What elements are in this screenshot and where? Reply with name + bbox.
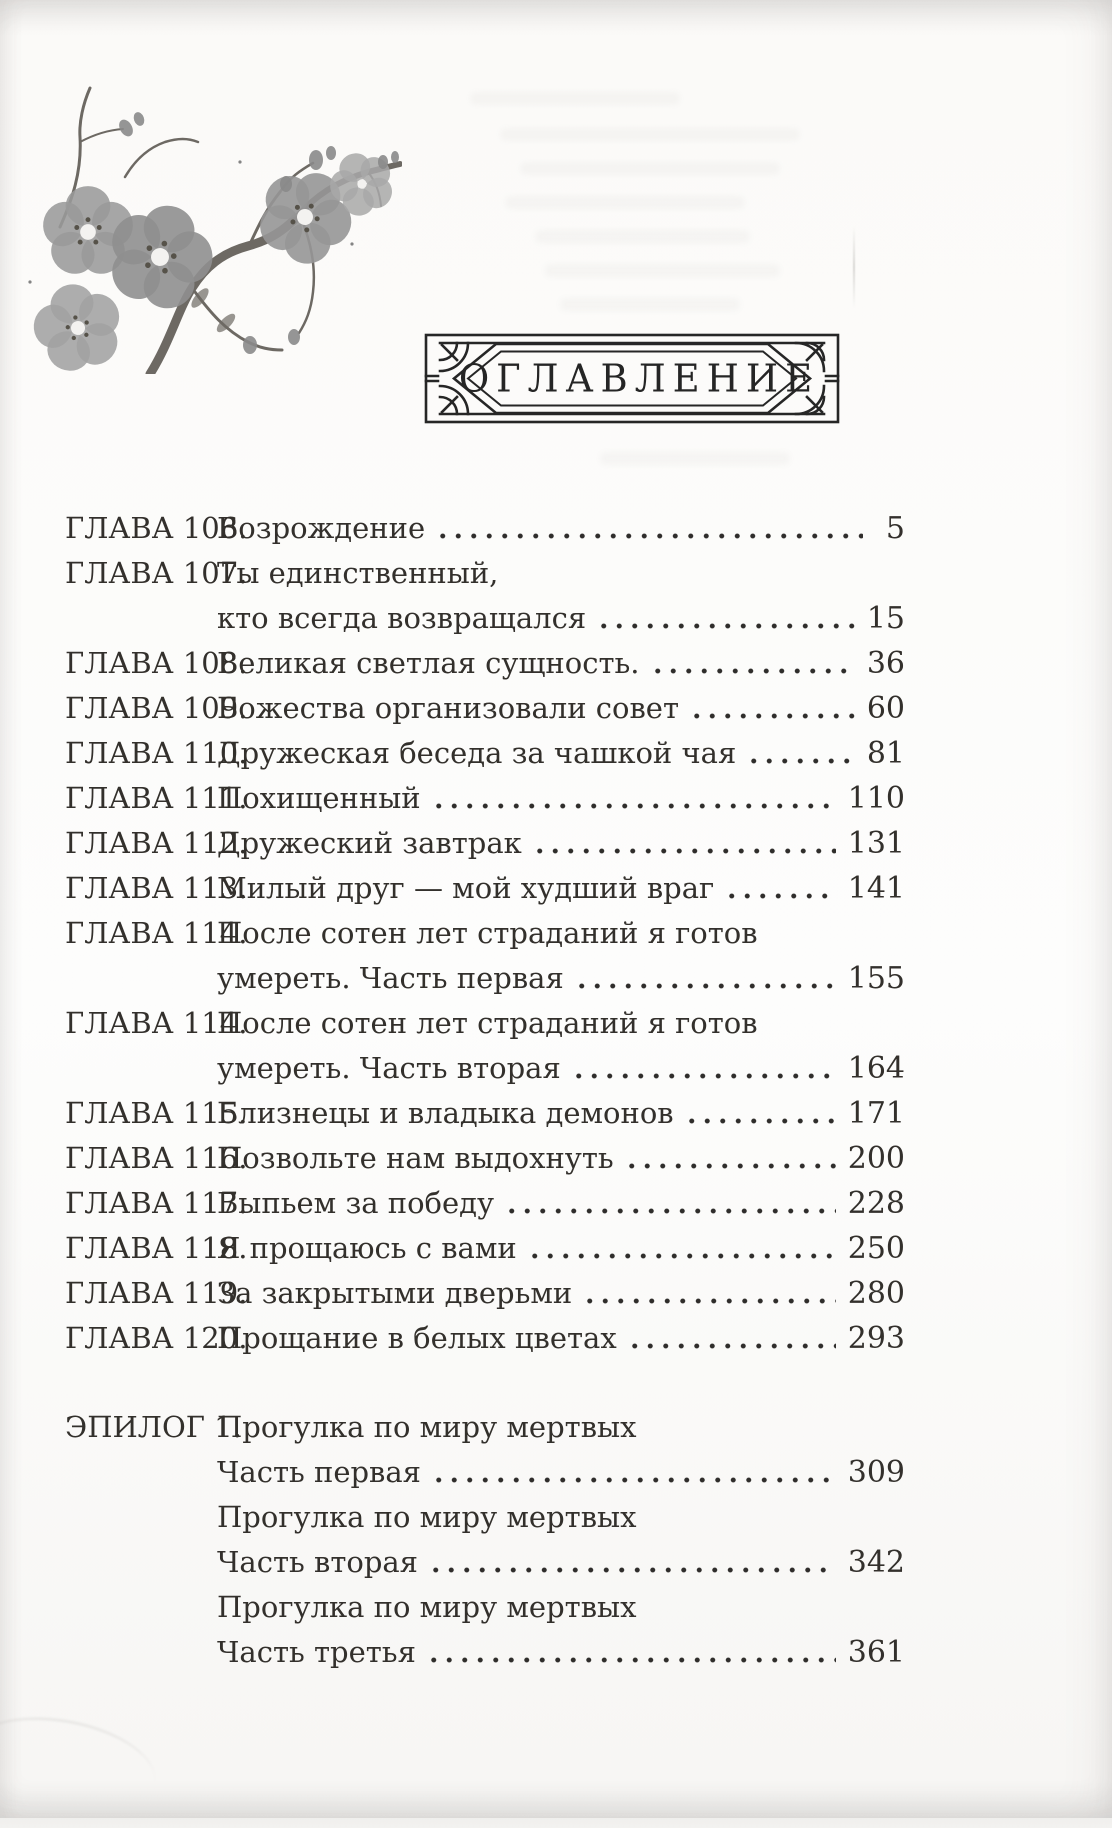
toc-entry xyxy=(65,1226,905,1271)
toc-entry-page: 228 xyxy=(847,1186,905,1221)
page-edge-flaw xyxy=(853,226,855,308)
toc-entry-prefix: ГЛАВА 106. xyxy=(65,511,248,545)
dot-leader xyxy=(684,1091,836,1136)
toc-entry-prefix: ГЛАВА 113. xyxy=(65,871,248,905)
toc-entry-title: Выпьем за победу xyxy=(217,1186,495,1220)
toc-entry-prefix: ГЛАВА 111. xyxy=(65,781,248,815)
dot-leader xyxy=(428,1540,836,1585)
toc-entry-title: Часть вторая xyxy=(217,1545,418,1579)
showthrough-mark xyxy=(505,196,745,209)
toc-entry-title: За закрытыми дверьми xyxy=(217,1276,573,1310)
toc-entry xyxy=(65,1046,905,1091)
toc-entry-prefix: ГЛАВА 108. xyxy=(65,646,248,680)
toc-entry xyxy=(65,1450,905,1495)
showthrough-mark xyxy=(545,264,780,277)
toc-entry-title: Ты единственный, xyxy=(217,556,499,590)
toc-entry-page: 15 xyxy=(866,601,905,636)
toc-entry xyxy=(65,776,905,821)
toc-entry-title: После сотен лет страданий я готов xyxy=(217,916,758,950)
dot-leader xyxy=(435,506,863,551)
toc-entry-title: Позвольте нам выдохнуть xyxy=(217,1141,614,1175)
showthrough-mark xyxy=(470,92,680,105)
toc-entry xyxy=(65,1585,905,1630)
dot-leader xyxy=(624,1136,836,1181)
toc-entry-title: Прогулка по миру мертвых xyxy=(217,1590,637,1624)
toc-entry xyxy=(65,641,905,686)
toc-entry-page: 5 xyxy=(885,511,905,546)
toc-entry-title: Близнецы и владыка демонов xyxy=(217,1096,674,1130)
dot-leader xyxy=(596,596,855,641)
toc-entry-title: Прогулка по миру мертвых xyxy=(217,1410,637,1444)
page-crease xyxy=(0,1704,163,1828)
toc-entry xyxy=(65,1091,905,1136)
toc-entry-page: 36 xyxy=(866,646,905,681)
toc-entry-prefix: ГЛАВА 119. xyxy=(65,1276,248,1310)
toc-entry-prefix: ГЛАВА 107. xyxy=(65,556,248,590)
toc-entry-title: Я прощаюсь с вами xyxy=(217,1231,517,1265)
toc-entry-page: 293 xyxy=(847,1321,905,1356)
toc-entry xyxy=(65,911,905,956)
dot-leader xyxy=(746,731,855,776)
toc-entry xyxy=(65,1316,905,1361)
toc-entry-prefix: ГЛАВА 110. xyxy=(65,736,248,770)
toc-entry-title: Милый друг — мой худший враг xyxy=(217,871,715,905)
toc-entry-title: После сотен лет страданий я готов xyxy=(217,1006,758,1040)
toc-entry-title: умереть. Часть первая xyxy=(217,961,564,995)
toc-entry-title: Дружеская беседа за чашкой чая xyxy=(217,736,737,770)
toc-entry-page: 60 xyxy=(866,691,905,726)
toc-entry-prefix: ГЛАВА 117. xyxy=(65,1186,248,1220)
dot-leader xyxy=(582,1271,835,1316)
toc-entry-title: Прогулка по миру мертвых xyxy=(217,1500,637,1534)
toc-entry-title: Прощание в белых цветах xyxy=(217,1321,617,1355)
toc-entry-page: 131 xyxy=(847,826,905,861)
toc-entry xyxy=(65,731,905,776)
toc-entry-page: 280 xyxy=(847,1276,905,1311)
toc-entry xyxy=(65,1001,905,1046)
toc-entry-title: Часть первая xyxy=(217,1455,421,1489)
toc-entry-page: 250 xyxy=(847,1231,905,1266)
toc-entry-title: Возрождение xyxy=(217,511,426,545)
toc-entry-title: умереть. Часть вторая xyxy=(217,1051,561,1085)
dot-leader xyxy=(504,1181,836,1226)
toc-entry-prefix: ГЛАВА 118. xyxy=(65,1231,248,1265)
toc-entry-prefix: ГЛАВА 114. xyxy=(65,916,248,950)
toc-entry-title: Великая светлая сущность. xyxy=(217,646,640,680)
dot-leader xyxy=(426,1630,836,1675)
toc-entry-page: 155 xyxy=(847,961,905,996)
toc-entry-title: Божества организовали совет xyxy=(217,691,679,725)
showthrough-mark xyxy=(535,230,750,243)
toc-entry xyxy=(65,596,905,641)
blossom-illustration xyxy=(0,42,402,374)
dot-leader xyxy=(571,1046,836,1091)
toc-entry-page: 141 xyxy=(847,871,905,906)
dot-leader xyxy=(627,1316,836,1361)
toc-entry xyxy=(65,821,905,866)
toc-entry xyxy=(65,686,905,731)
toc-entry xyxy=(65,866,905,911)
toc-entry-page: 342 xyxy=(847,1545,905,1580)
dot-leader xyxy=(431,776,836,821)
dot-leader xyxy=(650,641,855,686)
toc-entry xyxy=(65,1136,905,1181)
toc-entry xyxy=(65,956,905,1001)
toc-entry-prefix: ГЛАВА 120. xyxy=(65,1321,248,1355)
toc-entry-prefix: ГЛАВА 116. xyxy=(65,1141,248,1175)
toc-entry-page: 171 xyxy=(847,1096,905,1131)
toc-entry-title: Часть третья xyxy=(217,1635,416,1669)
toc-entry xyxy=(65,1181,905,1226)
toc-entry-title: кто всегда возвращался xyxy=(217,601,587,635)
toc-entry-page: 81 xyxy=(866,736,905,771)
toc-entry-title: Похищенный xyxy=(217,781,421,815)
showthrough-mark xyxy=(560,298,740,311)
toc-entry-page: 164 xyxy=(847,1051,905,1086)
showthrough-mark xyxy=(500,128,800,141)
toc-entry-page: 110 xyxy=(847,781,905,816)
toc-entry-page: 361 xyxy=(847,1635,905,1670)
dot-leader xyxy=(532,821,836,866)
toc-list xyxy=(65,506,905,1675)
toc-entry-prefix: ГЛАВА 114. xyxy=(65,1006,248,1040)
toc-entry-page: 309 xyxy=(847,1455,905,1490)
dot-leader xyxy=(431,1450,836,1495)
toc-entry-title: Дружеский завтрак xyxy=(217,826,522,860)
toc-entry-page: 200 xyxy=(847,1141,905,1176)
dot-leader xyxy=(574,956,836,1001)
toc-entry-prefix: ГЛАВА 115. xyxy=(65,1096,248,1130)
toc-entry xyxy=(65,551,905,596)
toc-entry-prefix: ЭПИЛОГ 1. xyxy=(65,1410,242,1444)
dot-leader xyxy=(527,1226,836,1271)
toc-entry xyxy=(65,1495,905,1540)
toc-entry xyxy=(65,1540,905,1585)
toc-entry xyxy=(65,1630,905,1675)
toc-entry-prefix: ГЛАВА 109. xyxy=(65,691,248,725)
dot-leader xyxy=(689,686,855,731)
page-title: ОГЛАВЛЕНИЕ xyxy=(458,356,820,401)
toc-entry xyxy=(65,1405,905,1450)
toc-entry xyxy=(65,506,905,551)
dot-leader xyxy=(724,866,836,911)
toc-entry xyxy=(65,1271,905,1316)
showthrough-mark xyxy=(600,452,790,465)
contents-title-banner xyxy=(424,330,840,427)
toc-entry-prefix: ГЛАВА 112. xyxy=(65,826,248,860)
showthrough-mark xyxy=(520,162,780,175)
